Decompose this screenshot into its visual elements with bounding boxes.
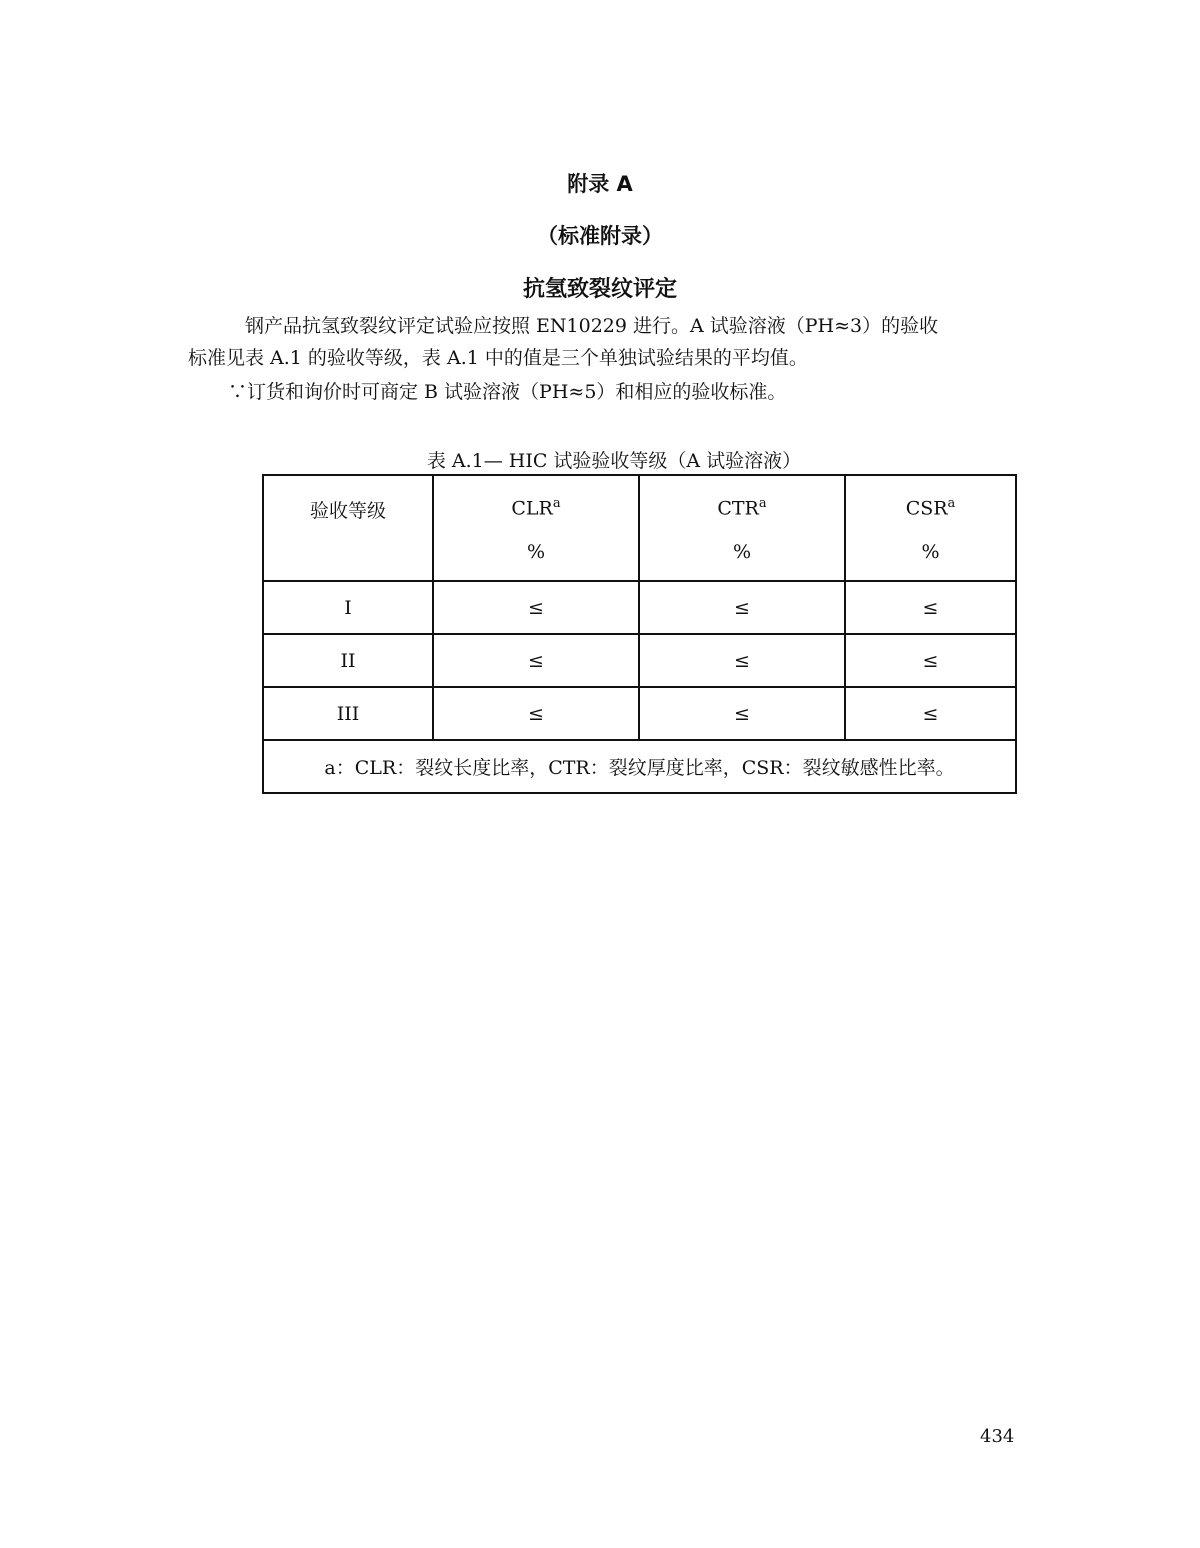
hic-acceptance-table [262, 474, 1017, 794]
header-csr-unit: % [921, 541, 940, 564]
header-ctr-unit: % [732, 541, 752, 564]
ctr-value-cell: ≤ [639, 581, 845, 634]
header-grade-label: 验收等级 [309, 500, 386, 522]
header-clr-unit: % [526, 541, 546, 564]
header-clr-label: CLR [511, 497, 553, 520]
header-clr-cell [433, 475, 639, 581]
header-ctr-footnote-mark: a [758, 496, 767, 511]
header-clr-footnote-mark: a [552, 496, 561, 511]
table-header-row [263, 475, 1016, 581]
body-line-2: 标准见表 A.1 的验收等级，表 A.1 中的值是三个单独试验结果的平均值。 [188, 347, 808, 369]
header-csr-label: CSR [905, 497, 948, 520]
header-ctr-cell [639, 475, 845, 581]
appendix-label: 附录 A [567, 172, 633, 196]
grade-cell: I [263, 581, 433, 634]
table-row [263, 687, 1016, 740]
table-row [263, 581, 1016, 634]
body-line-1: 钢产品抗氢致裂纹评定试验应按照 EN10229 进行。A 试验溶液（PH≈3）的验收 [245, 315, 939, 337]
appendix-title: 抗氢致裂纹评定 [522, 277, 677, 302]
header-ctr-label: CTR [717, 497, 759, 520]
header-csr-footnote-mark: a [947, 496, 956, 511]
table-note-row [263, 740, 1016, 793]
ctr-value-cell: ≤ [639, 687, 845, 740]
csr-value-cell: ≤ [845, 634, 1016, 687]
clr-value-cell: ≤ [433, 581, 639, 634]
table-caption: 表 A.1— HIC 试验验收等级（A 试验溶液） [426, 450, 802, 472]
page-number: 434 [980, 1426, 1015, 1447]
ctr-value-cell: ≤ [639, 634, 845, 687]
grade-cell: III [263, 687, 433, 740]
table-footnote: a：CLR：裂纹长度比率，CTR：裂纹厚度比率，CSR：裂纹敏感性比率。 [263, 740, 1016, 793]
csr-value-cell: ≤ [845, 687, 1016, 740]
clr-value-cell: ≤ [433, 634, 639, 687]
grade-cell: II [263, 634, 433, 687]
body-line-3: ∵订货和询价时可商定 B 试验溶液（PH≈5）和相应的验收标准。 [228, 381, 787, 403]
table-row [263, 634, 1016, 687]
header-grade-cell [263, 475, 433, 581]
header-csr-cell [845, 475, 1016, 581]
csr-value-cell: ≤ [845, 581, 1016, 634]
clr-value-cell: ≤ [433, 687, 639, 740]
appendix-type: （标准附录） [537, 224, 663, 248]
